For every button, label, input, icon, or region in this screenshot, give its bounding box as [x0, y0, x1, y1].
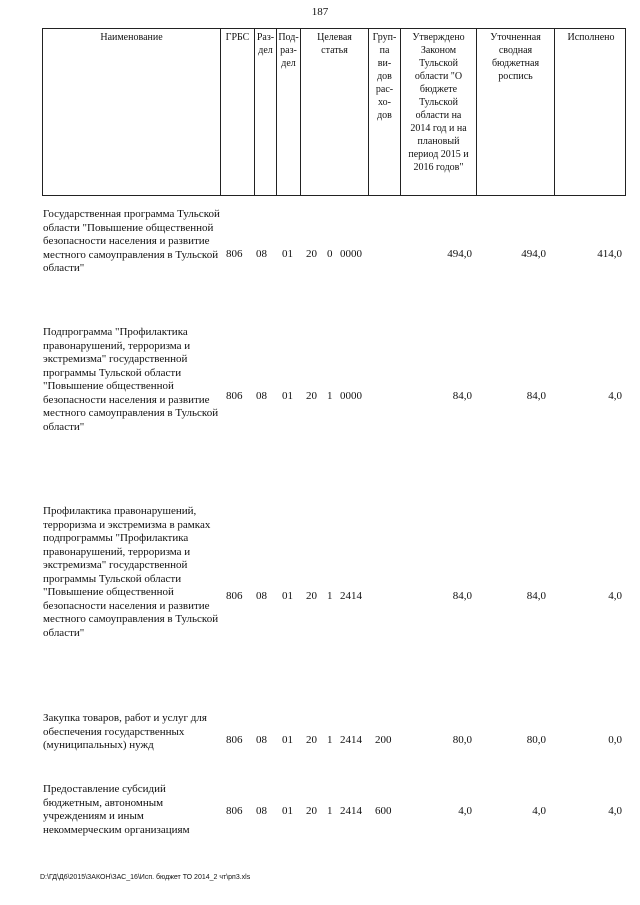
row-name: Закупка товаров, работ и услуг для обеспечения государственных (муниципальных) нужд	[43, 712, 207, 751]
cell-target-code: 0000	[340, 248, 362, 260]
cell-podrazdel: 01	[282, 734, 293, 746]
cell-refined: 84,0	[526, 590, 546, 602]
cell-grbs: 806	[226, 590, 243, 602]
cell-target-subprogram: 1	[327, 734, 333, 746]
header-target-article: Целевая статья	[301, 29, 369, 195]
cell-target-program: 20	[306, 248, 317, 260]
cell-executed: 4,0	[608, 590, 622, 602]
cell-target-code: 2414	[340, 590, 362, 602]
cell-grbs: 806	[226, 390, 243, 402]
cell-refined: 494,0	[521, 248, 546, 260]
table-row	[42, 326, 626, 476]
cell-target-code: 2414	[340, 734, 362, 746]
cell-razdel: 08	[256, 734, 267, 746]
header-refined: Уточненная сводная бюджетная роспись	[477, 29, 555, 195]
cell-refined: 84,0	[526, 390, 546, 402]
row-name: Подпрограмма "Профилактика правонарушений, терроризма и экстремизма" государственной программы Тульской области "Повышение общественной безопасности населения и развитие местного самоуправления в Тульской области"	[43, 326, 219, 433]
cell-executed: 414,0	[597, 248, 622, 260]
header-podrazdel: Под- раз- дел	[277, 29, 301, 195]
cell-podrazdel: 01	[282, 390, 293, 402]
cell-executed: 0,0	[608, 734, 622, 746]
cell-approved: 84,0	[452, 390, 472, 402]
cell-grbs: 806	[226, 805, 243, 817]
cell-razdel: 08	[256, 390, 267, 402]
cell-approved: 4,0	[458, 805, 472, 817]
cell-target-subprogram: 1	[327, 590, 333, 602]
cell-target-code: 2414	[340, 805, 362, 817]
cell-target-subprogram: 1	[327, 390, 333, 402]
header-expense-group: Груп- па ви- дов рас- хо- дов	[369, 29, 401, 195]
cell-refined: 80,0	[526, 734, 546, 746]
cell-expense-group: 200	[375, 734, 392, 746]
row-name: Профилактика правонарушений, терроризма и экстремизма в рамках подпрограммы "Профилактика правонарушений, терроризма и экстремизма" государственной программы Тульской области "Повышение общественной безопасности населения и развитие местного самоуправления в Тульской области"	[43, 505, 219, 639]
cell-approved: 80,0	[452, 734, 472, 746]
cell-expense-group: 600	[375, 805, 392, 817]
row-name: Государственная программа Тульской области "Повышение общественной безопасности населения и развитие местного самоуправления в Тульской области"	[43, 208, 220, 274]
cell-grbs: 806	[226, 734, 243, 746]
cell-target-program: 20	[306, 390, 317, 402]
header-approved: Утверждено Законом Тульской области "О бюджете Тульской области на 2014 год и на плановый период 2015 и 2016 годов"	[401, 29, 477, 195]
cell-refined: 4,0	[532, 805, 546, 817]
cell-grbs: 806	[226, 248, 243, 260]
cell-target-code: 0000	[340, 390, 362, 402]
table-row	[42, 712, 626, 772]
cell-executed: 4,0	[608, 805, 622, 817]
cell-razdel: 08	[256, 248, 267, 260]
table-row	[42, 208, 626, 303]
header-name: Наименование	[43, 29, 221, 195]
cell-podrazdel: 01	[282, 248, 293, 260]
cell-approved: 494,0	[447, 248, 472, 260]
table-header	[42, 28, 626, 196]
file-path-footer: D:\ГД\Д6\2015\ЗАКОН\ЗАС_16\Исп. бюджет ТО 2014_2 чт\рп3.xls	[40, 874, 251, 881]
cell-podrazdel: 01	[282, 805, 293, 817]
cell-target-program: 20	[306, 805, 317, 817]
cell-razdel: 08	[256, 805, 267, 817]
table-row	[42, 505, 626, 695]
cell-razdel: 08	[256, 590, 267, 602]
cell-podrazdel: 01	[282, 590, 293, 602]
cell-target-program: 20	[306, 734, 317, 746]
table-row	[42, 783, 626, 845]
cell-target-subprogram: 0	[327, 248, 333, 260]
cell-executed: 4,0	[608, 390, 622, 402]
row-name: Предоставление субсидий бюджетным, автономным учреждениям и иным некоммерческим организациям	[43, 783, 190, 836]
cell-target-program: 20	[306, 590, 317, 602]
header-razdel: Раз- дел	[255, 29, 277, 195]
header-grbs: ГРБС	[221, 29, 255, 195]
cell-target-subprogram: 1	[327, 805, 333, 817]
cell-approved: 84,0	[452, 590, 472, 602]
header-executed: Исполнено	[567, 32, 615, 43]
page-number: 187	[311, 6, 329, 18]
